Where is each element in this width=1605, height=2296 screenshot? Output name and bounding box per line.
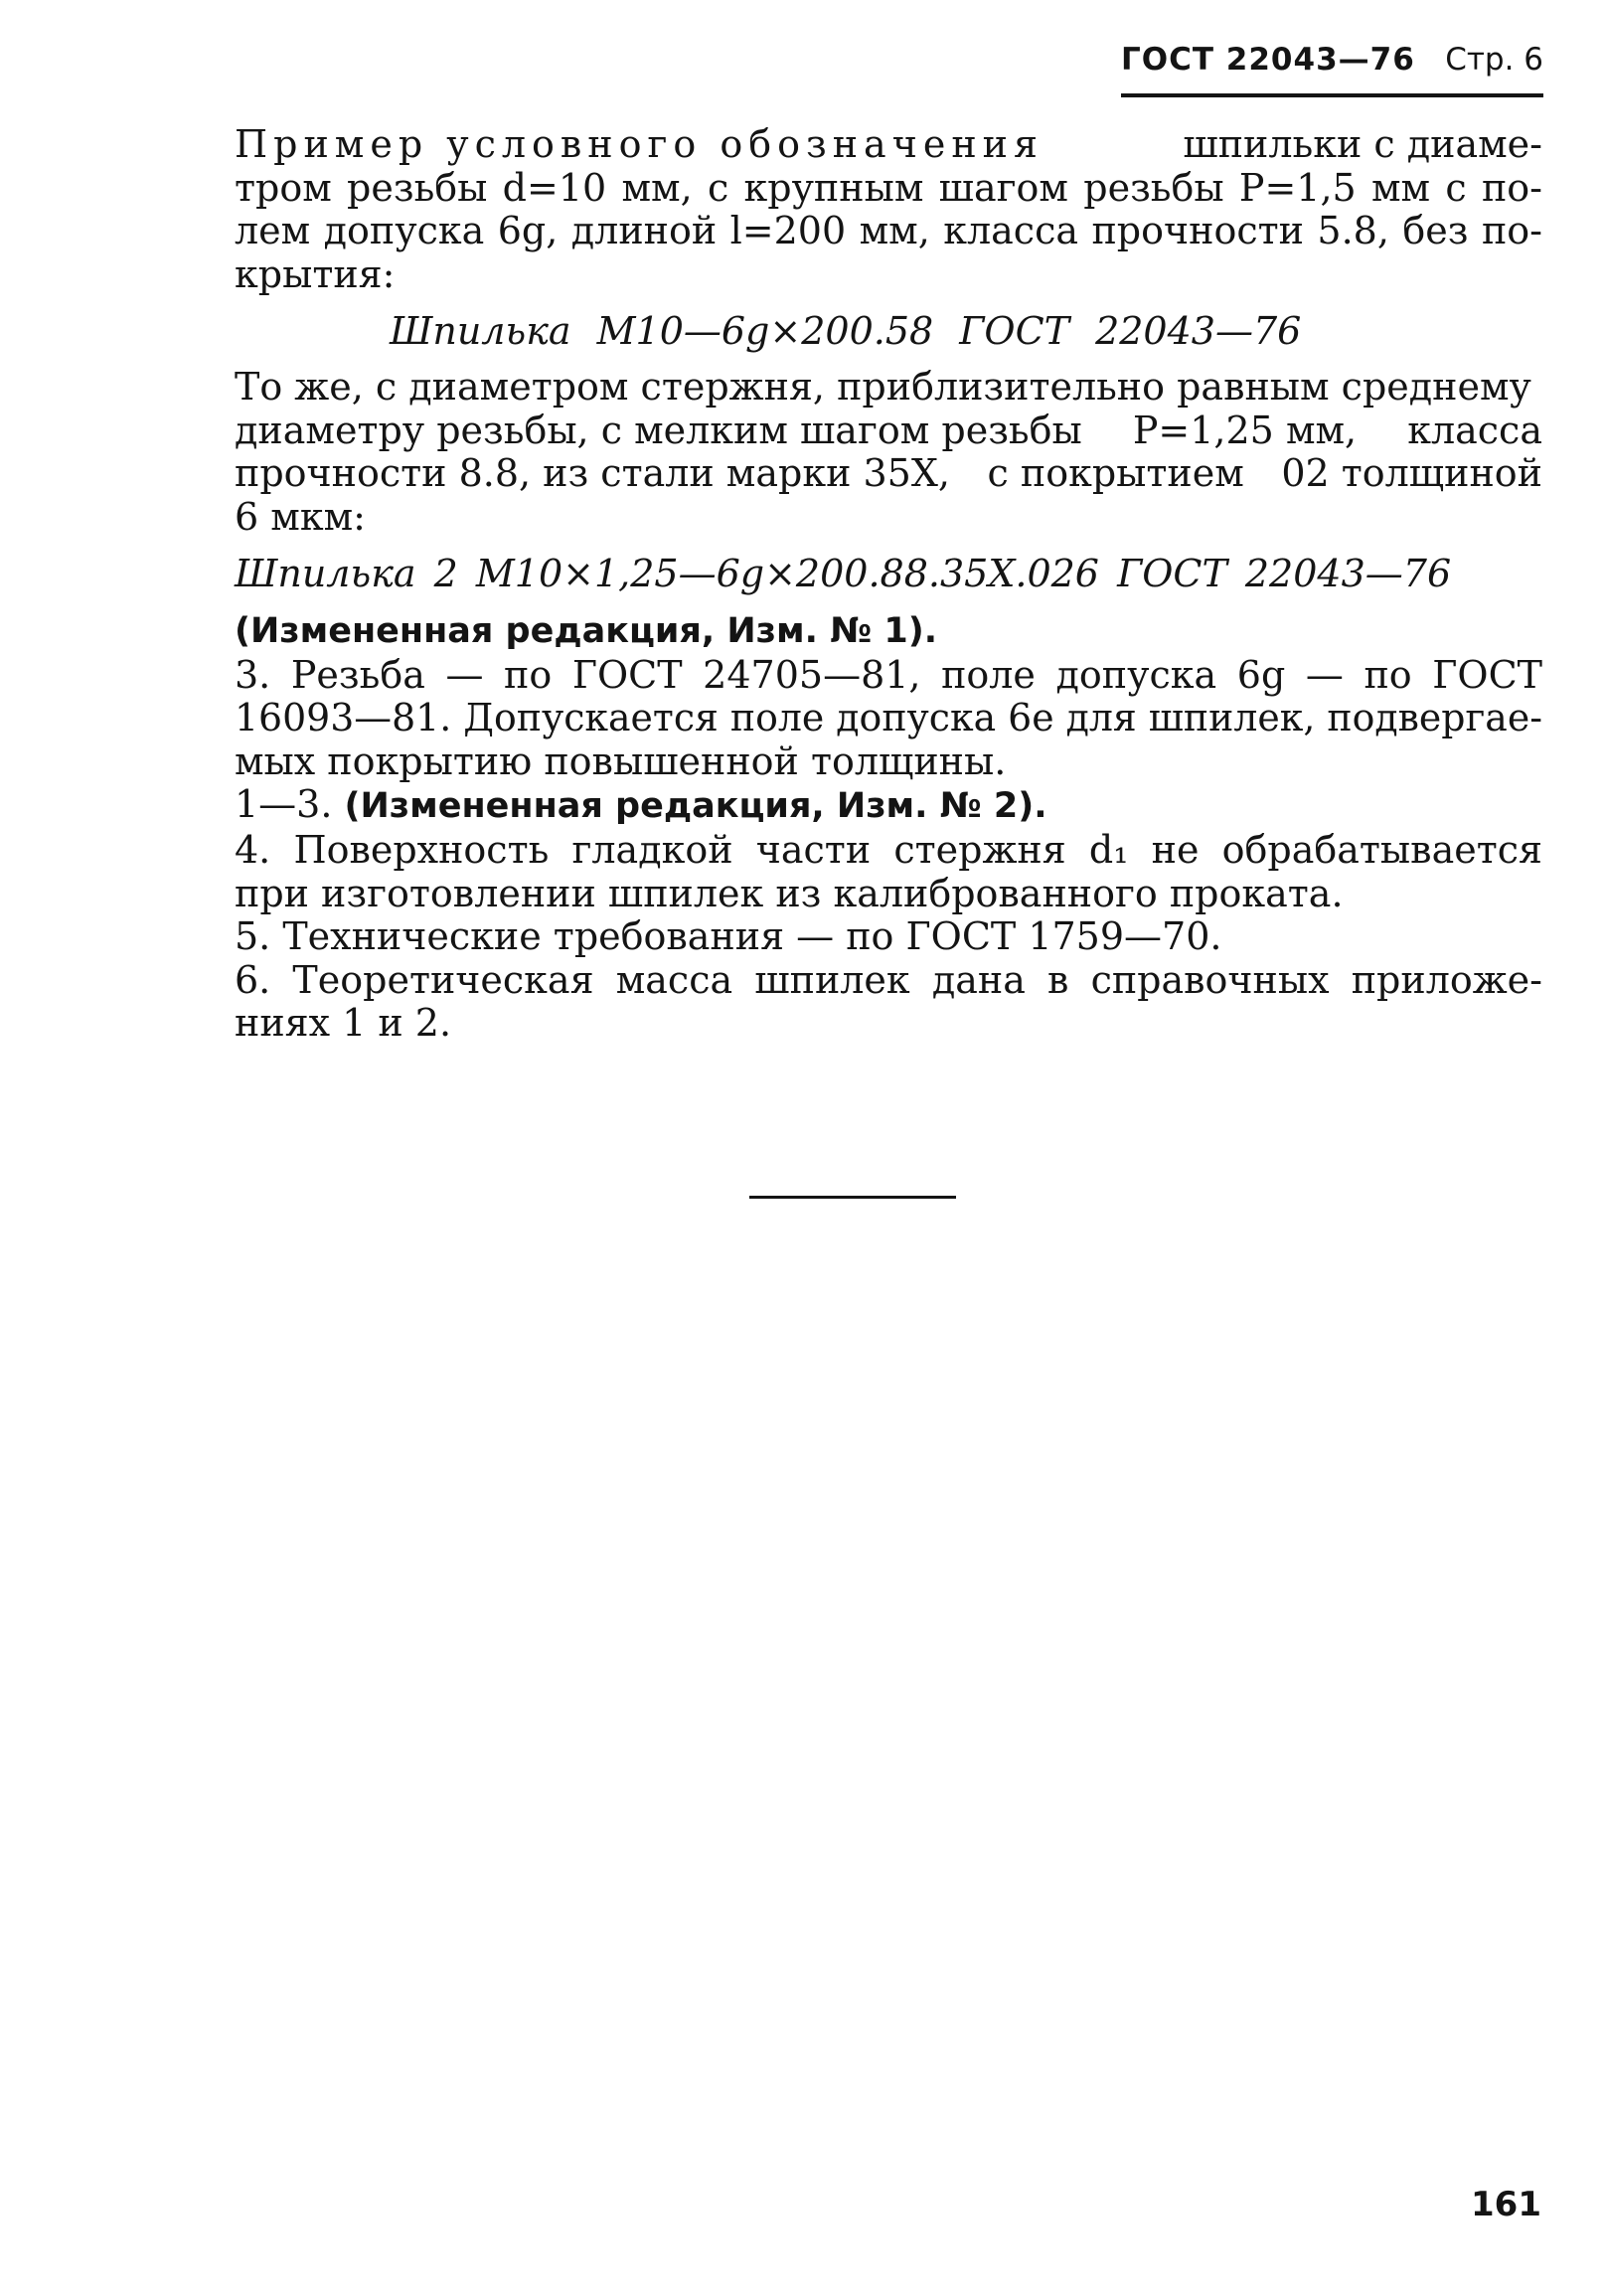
text-line (235, 210, 1542, 253)
text-fragment: 5. Технические требования — по ГОСТ 1759—70. (235, 914, 1222, 959)
text-fragment: класса (1407, 408, 1542, 452)
text-fragment: тром резьбы d=10 мм, с крупным шагом резьбы P=1,5 мм с по- (235, 165, 1542, 210)
text-fragment: крытия: (235, 251, 396, 296)
amendment-text: (Измененная редакция, Изм. № 1). (235, 610, 938, 651)
text-line (235, 167, 1542, 211)
text-line (235, 496, 1542, 540)
text-line (235, 740, 1542, 784)
designation-formula-2: Шпилька 2 М10×1,25—6g×200.88.35Х.026 ГОСТ 22043—76 (235, 552, 1452, 596)
text-line (235, 829, 1542, 873)
end-separator-line (749, 1196, 956, 1199)
page-number: 161 (1471, 2185, 1541, 2224)
clause-5 (235, 915, 1542, 959)
text-fragment: P=1,25 мм, (1132, 408, 1358, 452)
page-label: Стр. 6 (1445, 42, 1543, 78)
text-line (235, 873, 1542, 916)
text-fragment: мых покрытию повышенной толщины. (235, 738, 1007, 783)
clause-3 (235, 654, 1542, 784)
text-line (235, 959, 1542, 1003)
amendment-note-1 (235, 608, 1542, 654)
clause-range: 1—3. (235, 782, 345, 827)
clause-4 (235, 829, 1542, 915)
text-fragment: прочности 8.8, из стали марки 35Х, (235, 451, 950, 496)
text-fragment: при изготовлении шпилек из калиброванного проката. (235, 871, 1344, 915)
text-fragment: 02 толщиной (1281, 451, 1542, 496)
amendment-text: (Измененная редакция, Изм. № 2). (344, 786, 1047, 827)
spaced-heading: Пример условного обозначения (235, 122, 1043, 166)
text-line (235, 410, 1542, 453)
text-fragment: диаметру резьбы, с мелким шагом резьбы (235, 408, 1082, 452)
amendment-note-2 (235, 783, 1542, 829)
text-fragment: лем допуска 6g, длиной l=200 мм, класса прочности 5.8, без по- (235, 209, 1542, 253)
text-fragment: То же, с диаметром стержня, приблизительно равным среднему (235, 364, 1531, 409)
text-fragment: 4. Поверхность гладкой части стержня d₁ не обрабатывается (235, 827, 1542, 872)
text-fragment: шпильки с диаме- (1183, 122, 1542, 166)
text-fragment: с покрытием (987, 451, 1244, 496)
designation-formula-1: Шпилька М10—6g×200.58 ГОСТ 22043—76 (390, 309, 1302, 354)
text-line (235, 123, 1542, 167)
text-fragment: ниях 1 и 2. (235, 1001, 452, 1046)
text-line (235, 654, 1542, 698)
text-line (235, 1002, 1542, 1046)
standard-number: ГОСТ 22043—76 (1121, 42, 1415, 78)
text-line (235, 697, 1542, 740)
text-fragment: 6. Теоретическая масса шпилек дана в справочных приложе- (235, 957, 1542, 1002)
designation-example-paragraph (235, 123, 1542, 296)
designation-example-2-paragraph (235, 366, 1542, 539)
page-header (1121, 40, 1543, 97)
clause-6 (235, 959, 1542, 1046)
text-fragment: 16093—81. Допускается поле допуска 6е для шпилек, подвергае- (235, 696, 1542, 740)
text-fragment: 3. Резьба — по ГОСТ 24705—81, поле допуска 6g — по ГОСТ (235, 652, 1542, 697)
text-fragment: 6 мкм: (235, 494, 366, 539)
document-body (235, 123, 1542, 1046)
text-line (235, 366, 1542, 410)
text-line (235, 452, 1542, 496)
text-line (235, 253, 1542, 297)
